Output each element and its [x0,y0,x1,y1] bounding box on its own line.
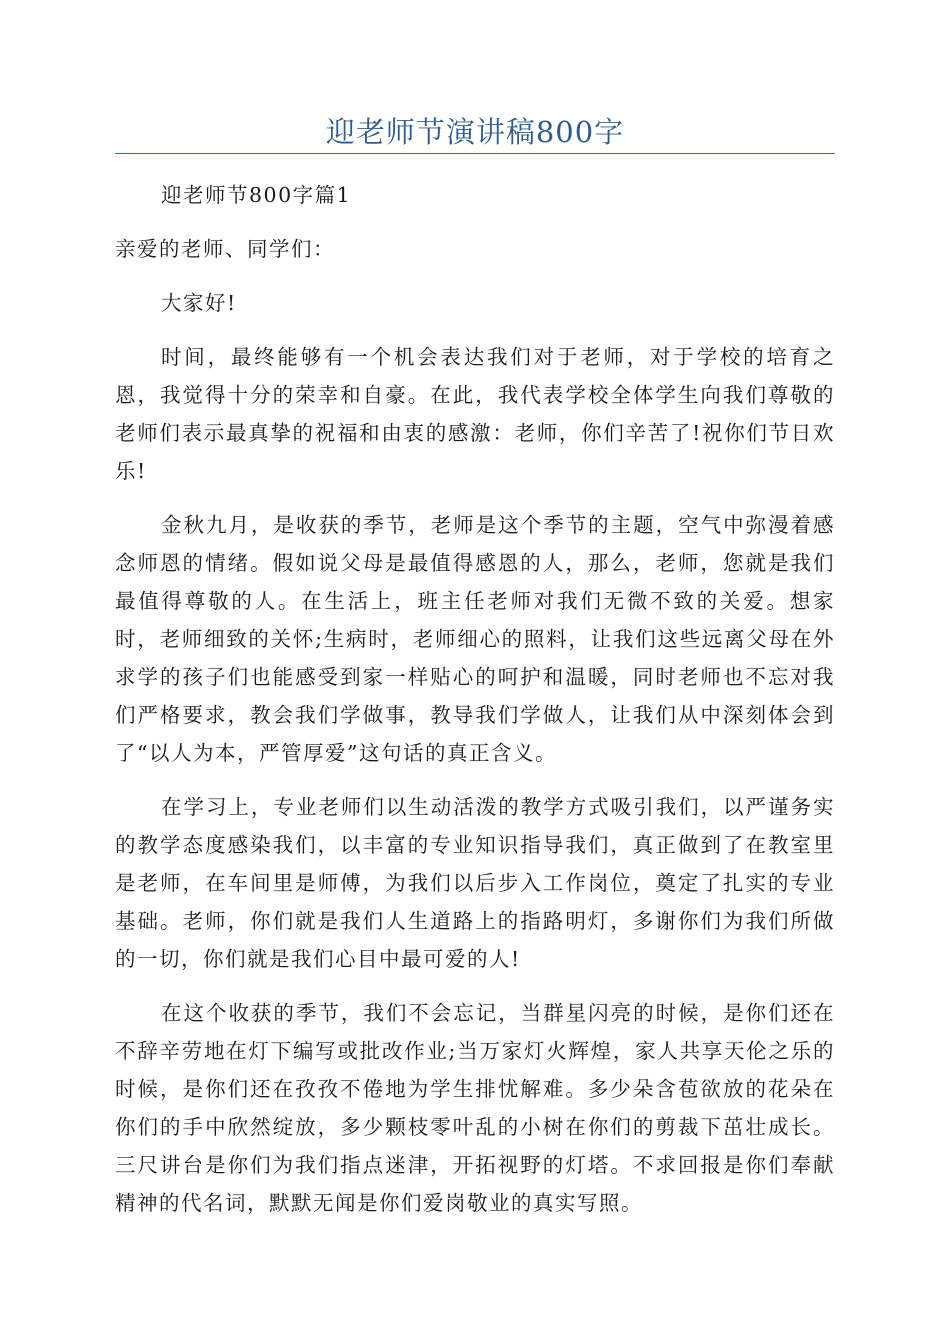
document-body [115,176,835,1238]
salutation: 亲爱的老师、同学们： [115,237,335,261]
document-title: 迎老师节演讲稿800字 [325,115,625,149]
paragraph: 在学习上，专业老师们以生动活泼的教学方式吸引我们，以严谨务实的教学态度感染我们，以丰富的专业知识指导我们，真正做到了在教室里是老师，在车间里是师傅，为我们以后步入工作岗位，奠定了扎实的专业基础。老师，你们就是我们人生道路上的指路明灯，多谢你们为我们所做的一切，你们就是我们心目中最可爱的人! [115,795,835,971]
title-underline [115,153,835,154]
paragraph: 时间，最终能够有一个机会表达我们对于老师，对于学校的培育之恩，我觉得十分的荣幸和自豪。在此，我代表学校全体学生向我们尊敬的老师们表示最真挚的祝福和由衷的感激：老师，你们辛苦了!祝你们节日欢乐! [115,345,835,483]
paragraph: 在这个收获的季节，我们不会忘记，当群星闪亮的时候，是你们还在不辞辛劳地在灯下编写或批改作业;当万家灯火辉煌，家人共享天伦之乐的时候，是你们还在孜孜不倦地为学生排忧解难。多少朵含苞欲放的花朵在你们的手中欣然绽放，多少颗枝零叶乱的小树在你们的剪裁下茁壮成长。三尺讲台是你们为我们指点迷津，开拓视野的灯塔。不求回报是你们奉献精神的代名词，默默无闻是你们爱岗敬业的真实写照。 [115,1001,835,1215]
section-heading: 迎老师节800字篇1 [161,183,352,207]
greeting: 大家好! [161,291,237,315]
paragraph: 金秋九月，是收获的季节，老师是这个季节的主题，空气中弥漫着感念师恩的情绪。假如说父母是最值得感恩的人，那么，老师，您就是我们最值得尊敬的人。在生活上，班主任老师对我们无微不致的关爱。想家时，老师细致的关怀;生病时，老师细心的照料，让我们这些远离父母在外求学的孩子们也能感受到家一样贴心的呵护和温暖，同时老师也不忘对我们严格要求，教会我们学做事，教导我们学做人，让我们从中深刻体会到了“以人为本，严管厚爱”这句话的真正含义。 [115,513,835,765]
